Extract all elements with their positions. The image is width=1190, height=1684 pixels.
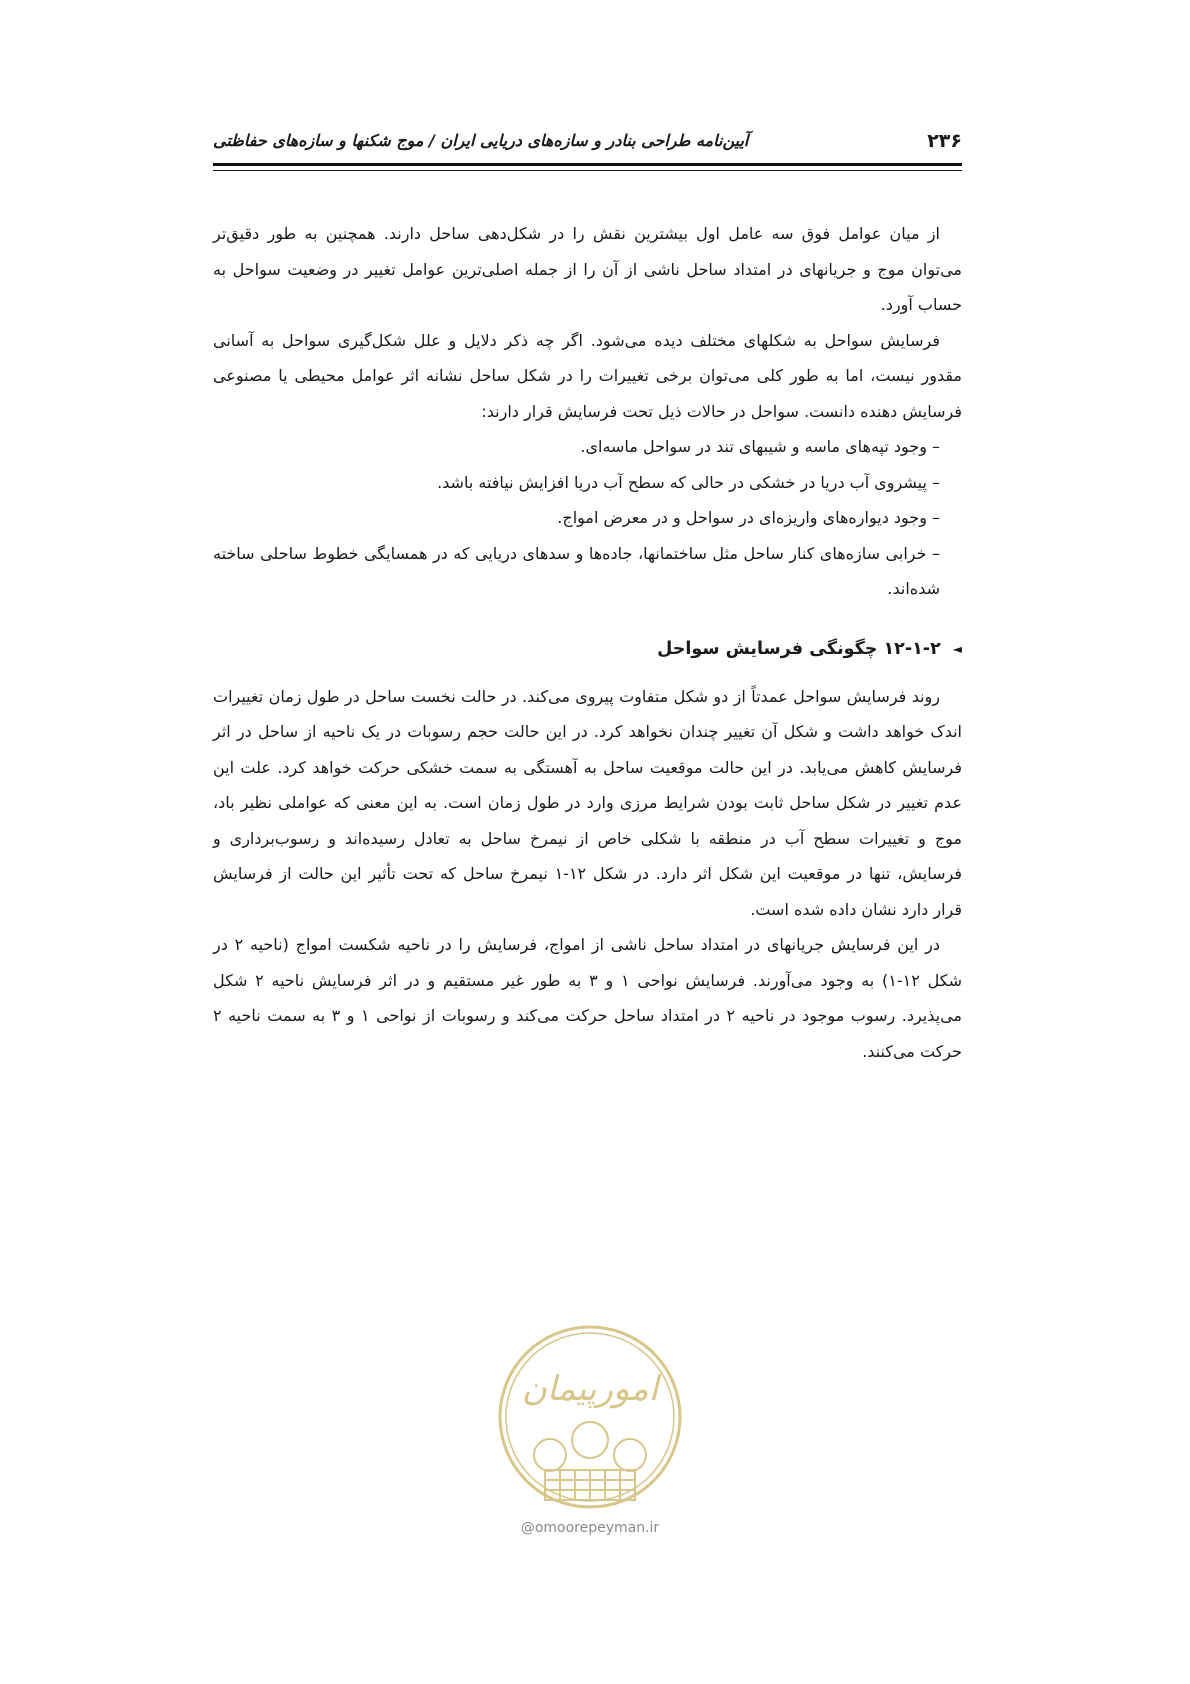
body-text [213,216,962,1069]
at-sign-icon: @ [520,1520,535,1536]
watermark-url: @omoorepeyman.ir [520,1520,660,1536]
watermark [490,1320,690,1550]
watermark-logo-icon [490,1320,690,1515]
section-heading [213,629,962,669]
section-heading-text: ۱۲-۱-۲ چگونگی فرسایش سواحل [657,638,941,659]
paragraph-2: فرسایش سواحل به شکلهای مختلف دیده می‌شود. اگر چه ذکر دلایل و علل شکل‌گیری سواحل به آسانی مقدور نیست، اما به طور کلی می‌توان برخی تغییرات را در شکل ساحل نشانه اثر عوامل محیطی یا مصنوعی فرسایش دهنده دانست. سواحل در حالات ذیل تحت فرسایش قرار دارند: [213,330,962,421]
paragraph-4: در این فرسایش جریانهای در امتداد ساحل ناشی از امواج، فرسایش را در ناحیه شکست امواج (ناحیه ۲ در شکل ۱۲-۱) به وجود می‌آورند. فرسایش نواحی ۱ و ۳ به طور غیر مستقیم و در اثر فرسایش ناحیه ۲ شکل می‌پذیرد. رسوب موجود در ناحیه ۲ در امتداد ساحل حرکت می‌کند و رسوبات از نواحی ۱ و ۳ به سمت ناحیه ۲ حرکت می‌کنند. [213,935,962,1061]
header-rule-thick [213,163,962,166]
running-title: آیین‌نامه طراحی بنادر و سازه‌های دریایی ایران / موج شکنها و سازه‌های حفاظتی [213,131,749,150]
watermark-logo-text: امورپیمان [521,1369,659,1409]
page-number: ۲۳۶ [927,130,962,152]
bullet-item: – وجود تپه‌های ماسه و شیبهای تند در سواحل ماسه‌ای. [580,437,940,456]
paragraph-1: از میان عوامل فوق سه عامل اول بیشترین نقش را در شکل‌دهی ساحل دارند. همچنین به طور دقیق‌تر می‌توان موج و جریانهای در امتداد ساحل ناشی از آن را از جمله اصلی‌ترین عوامل تغییر در وضعیت سواحل به حساب آورد. [213,224,962,314]
paragraph-3: روند فرسایش سواحل عمدتاً از دو شکل متفاوت پیروی می‌کند. در حالت نخست ساحل در طول زمان تغییرات اندک خواهد داشت و شکل آن تغییر چندان نخواهد کرد. در این حالت حجم رسوبات در یک ناحیه از ساحل در اثر فرسایش کاهش می‌یابد. در این حالت موقعیت ساحل به آهستگی به سمت خشکی حرکت خواهد کرد. علت این عدم تغییر در شکل ساحل ثابت بودن شرایط مرزی وارد در طول زمان است. به این معنی که عواملی نظیر باد، موج و تغییرات سطح آب در منطقه با شکلی خاص از نیمرخ ساحل به تعادل رسیده‌اند و رسوب‌برداری و فرسایش، تنها در موقعیت این شکل اثر دارد. در شکل ۱۲-۱ نیمرخ ساحل که تحت تأثیر این حالت از فرسایش قرار دارد نشان داده شده است. [213,686,962,919]
bullet-list [213,429,962,607]
triangle-marker-icon: ◄ [952,641,962,656]
header-rule-thin [213,170,962,171]
running-header [213,128,962,158]
bullet-item: – خرابی سازه‌های کنار ساحل مثل ساختمانها، جاده‌ها و سدهای دریایی که در همسایگی خطوط ساحلی ساخته شده‌اند. [213,543,940,598]
bullet-item: – پیشروی آب دریا در خشکی در حالی که سطح آب دریا افزایش نیافته باشد. [437,472,940,492]
bullet-item: – وجود دیواره‌های واریزه‌ای در سواحل و در معرض امواج. [557,508,940,527]
